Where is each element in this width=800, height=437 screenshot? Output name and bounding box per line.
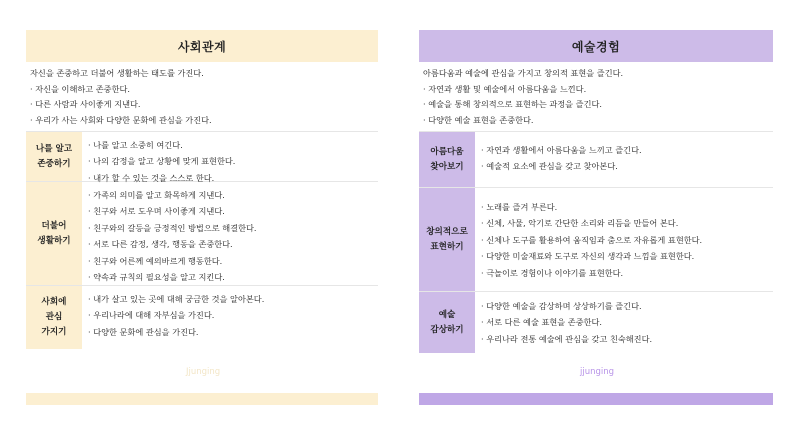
list-item: · 서로 다른 감정, 생각, 행동을 존중한다. (88, 239, 233, 250)
category-items (475, 292, 652, 353)
social-relations-panel (26, 30, 378, 349)
intro-line: · 예술을 통해 창의적으로 표현하는 과정을 즐긴다. (423, 99, 603, 109)
panel-title: 사회관계 (26, 30, 378, 62)
list-item: · 다양한 예술을 감상하며 상상하기를 즐긴다. (481, 301, 642, 311)
list-item: · 다양한 문화에 관심을 가진다. (88, 326, 199, 337)
category-label: 사회에 관심 가지기 (26, 286, 82, 349)
intro-line: · 우리가 사는 사회와 다양한 문화에 관심을 가진다. (30, 114, 212, 125)
category-items (82, 182, 257, 285)
category-items (475, 188, 702, 291)
list-item: · 우리나라 전통 예술에 관심을 갖고 친숙해진다. (481, 333, 653, 344)
panel-intro (419, 62, 773, 131)
list-item: · 예술적 요소에 관심을 갖고 찾아본다. (481, 161, 618, 172)
category-label: 나를 알고 존중하기 (26, 132, 82, 181)
list-item: · 내가 살고 있는 곳에 대해 궁금한 것을 알아본다. (88, 294, 265, 304)
list-item: · 친구와 어른께 예의바르게 행동한다. (88, 255, 223, 266)
list-item: · 친구와 서로 도우며 사이좋게 지낸다. (88, 206, 225, 217)
category-row (26, 285, 378, 349)
category-row (419, 291, 773, 353)
intro-line: · 자연과 생활 및 예술에서 아름다움을 느낀다. (423, 83, 587, 94)
category-label: 아름다움 찾아보기 (419, 132, 475, 187)
category-label: 창의적으로 표현하기 (419, 188, 475, 291)
list-item: · 극놀이로 경험이나 이야기를 표현한다. (481, 267, 624, 278)
category-row (419, 187, 773, 291)
list-item: · 나를 알고 소중히 여긴다. (88, 140, 183, 150)
list-item: · 서로 다른 예술 표현을 존중한다. (481, 317, 603, 328)
panel-intro (26, 62, 378, 131)
footer-bar (26, 393, 378, 405)
list-item: · 노래를 즐겨 부른다. (481, 202, 558, 212)
intro-line: 아름다움과 예술에 관심을 가지고 창의적 표현을 즐긴다. (423, 68, 624, 78)
art-experience-panel (419, 30, 773, 353)
intro-line: · 자신을 이해하고 존중한다. (30, 83, 131, 94)
category-label: 더불어 생활하기 (26, 182, 82, 285)
panel-title: 예술경험 (419, 30, 773, 62)
category-items (82, 286, 264, 349)
list-item: · 자연과 생활에서 아름다움을 느끼고 즐긴다. (481, 145, 642, 155)
footer-bar (419, 393, 773, 405)
category-items (475, 132, 642, 187)
intro-line: · 다른 사람과 사이좋게 지낸다. (30, 99, 141, 109)
list-item: · 내가 할 수 있는 것을 스스로 한다. (88, 172, 215, 183)
list-item: · 우리나라에 대해 자부심을 가진다. (88, 310, 215, 321)
category-row (419, 131, 773, 187)
list-item: · 신체나 도구를 활용하여 움직임과 춤으로 자유롭게 표현한다. (481, 234, 703, 245)
intro-line: · 다양한 예술 표현을 존중한다. (423, 114, 534, 125)
list-item: · 친구와의 갈등을 긍정적인 방법으로 해결한다. (88, 222, 257, 233)
list-item: · 다양한 미술재료와 도구로 자신의 생각과 느낌을 표현한다. (481, 251, 695, 262)
list-item: · 약속과 규칙의 필요성을 알고 지킨다. (88, 272, 225, 283)
category-items (82, 132, 235, 181)
category-label: 예술 감상하기 (419, 292, 475, 353)
watermark: Jjunging (186, 367, 221, 377)
intro-line: 자신을 존중하고 더불어 생활하는 태도를 가진다. (30, 68, 204, 78)
list-item: · 신체, 사물, 악기로 간단한 소리와 리듬을 만들어 본다. (481, 218, 679, 229)
watermark: jjunging (580, 367, 615, 377)
category-row (26, 181, 378, 285)
category-row (26, 131, 378, 181)
list-item: · 가족의 의미를 알고 화목하게 지낸다. (88, 190, 225, 200)
list-item: · 나의 감정을 알고 상황에 맞게 표현한다. (88, 156, 236, 167)
